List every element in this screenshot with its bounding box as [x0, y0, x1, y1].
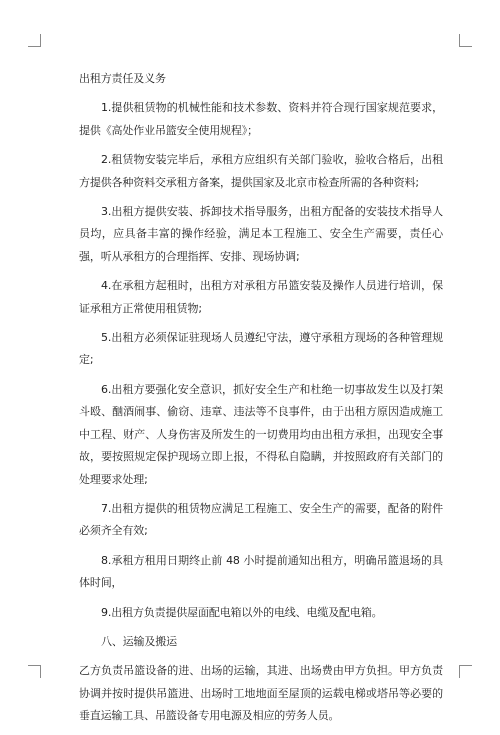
paragraph-3: 3.出租方提供安装、拆卸技术指导服务，出租方配备的安装技术指导人员均，应具备丰富的操作经验，满足本工程施工、安全生产需要，责任心强，听从承租方的合理指挥、安排、现场协调; [79, 205, 443, 263]
document-body [79, 68, 443, 735]
paragraph-8: 8.承租方租用日期终止前 48 小时提前通知出租方，明确吊篮退场的具体时间， [79, 553, 443, 590]
paragraph-2: 2.租赁物安装完毕后，承租方应组织有关部门验收，验收合格后，出租方提供各种资料交承租方备案，提供国家及北京市检查所需的各种资料; [79, 153, 443, 189]
paragraph-7: 7.出租方提供的租赁物应满足工程施工、安全生产的需要，配备的附件必须齐全有效; [79, 501, 443, 538]
crop-mark-bottom-right [459, 665, 472, 678]
closing-paragraph: 乙方负责吊篮设备的进、出场的运输，其进、出场费由甲方负担。甲方负责协调并按时提供吊篮进、出场时工地地面至屋顶的运载电梯或塔吊等必要的垂直运输工具、吊篮设备专用电源及相应的劳务人员。 [79, 664, 443, 723]
section-title: 八、运输及搬运 [101, 634, 177, 648]
crop-mark-top-right [459, 34, 472, 47]
paragraph-5: 5.出租方必须保证驻现场人员遵纪守法，遵守承租方现场的各种管理规定; [79, 331, 443, 367]
paragraph-9: 9.出租方负责提供屋面配电箱以外的电线、电缆及配电箱。 [101, 605, 383, 619]
paragraph-1: 1.提供租赁物的机械性能和技术参数、资料并符合现行国家规范要求，提供《高处作业吊篮安全使用规程》； [79, 101, 443, 137]
section-heading: 出租方责任及义务 [79, 72, 166, 85]
crop-mark-top-left [28, 34, 41, 47]
paragraph-6: 6.出租方要强化安全意识，抓好安全生产和杜绝一切事故发生以及打架斗殴、酗酒闹事、偷窃、违章、违法等不良事件，由于出租方原因造成施工中工程、财产、人身伤害及所发生的一切费用均由出租方承担，出现安全事故，要按照规定保护现场立即上报，不得私自隐瞒，并按照政府有关部门的处理要求处理; [79, 382, 443, 486]
paragraph-4: 4.在承租方起租时，出租方对承租方吊篮安装及操作人员进行培训，保证承租方正常使用租赁物; [79, 279, 443, 315]
crop-mark-bottom-left [28, 665, 41, 678]
